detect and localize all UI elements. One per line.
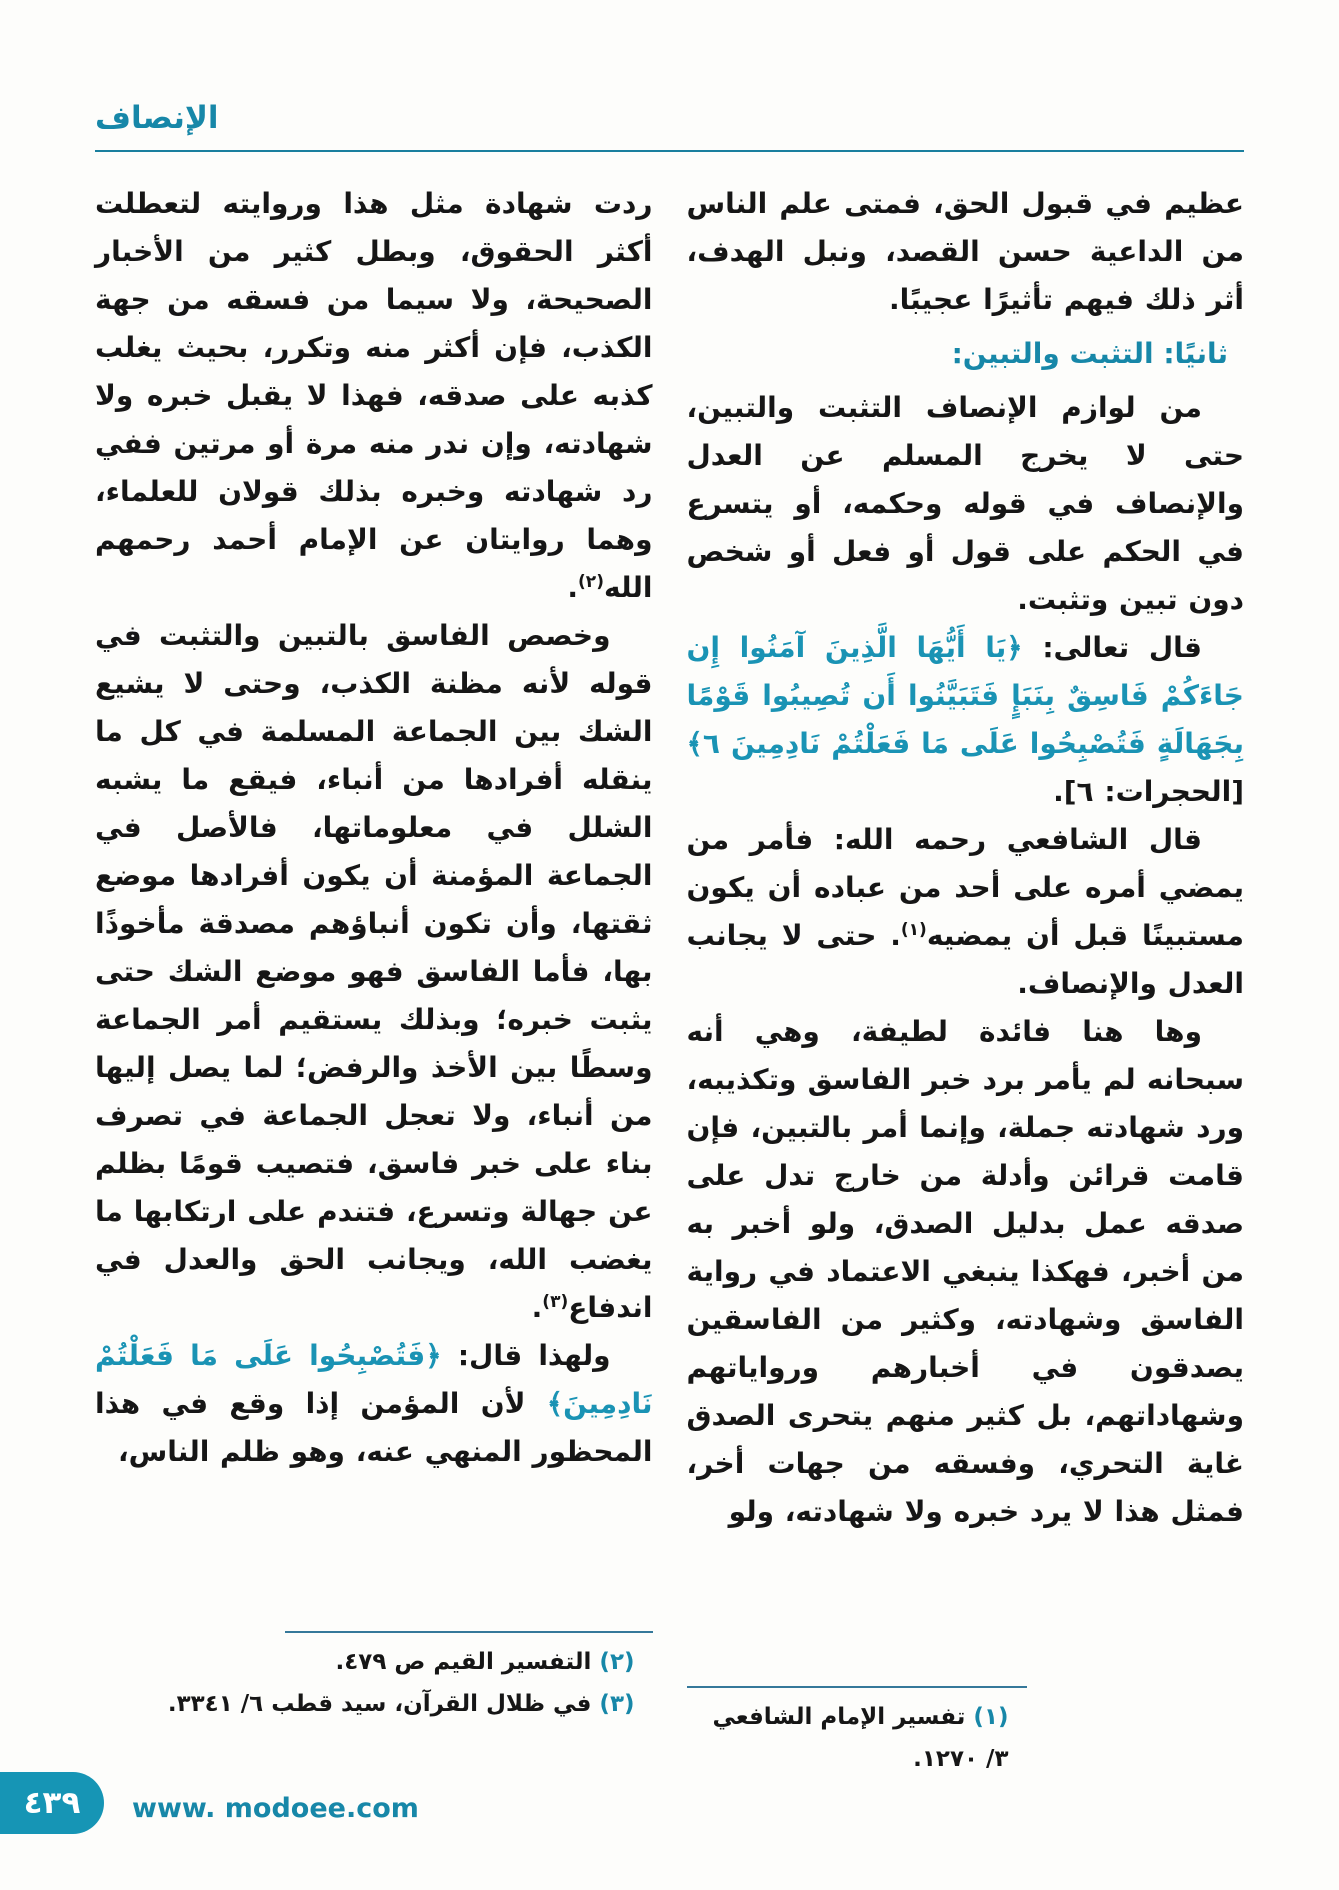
verse-reference: [الحجرات: ٦]. (1053, 775, 1244, 808)
header-divider (95, 150, 1244, 152)
footnote-1-text: تفسير الإمام الشافعي ٣/ ١٢٧٠. (712, 1704, 1009, 1772)
lihadha-tail: لأن المؤمن إذا وقع في هذا المحظور المنهي عنه، وهو ظلم الناس، (95, 1387, 653, 1468)
ruddat-text: ردت شهادة مثل هذا وروايته لتعطلت أكثر الحقوق، وبطل كثير من الأخبار الصحيحة، ولا سيما من فسقه من جهة الكذب، فإن أكثر منه وتكرر، بحيث يغلب كذبه على صدقه، فهذا لا يقبل خبره ولا شهادته، وإن ندر منه مرة أو مرتين ففي رد شهادته وخبره بذلك قولان للعلماء، وهما روايتان عن الإمام أحمد رحمهم الله (95, 187, 653, 604)
footnote-1 (687, 1696, 1027, 1780)
page-header (95, 98, 1244, 152)
verse-lead-text: قال تعالى: (1022, 631, 1202, 664)
footnote-3-number: (٣) (599, 1691, 635, 1717)
footnote-2-number: (٢) (599, 1649, 635, 1675)
footnotes-left-column (95, 1631, 653, 1725)
paragraph-ruddat (95, 180, 653, 612)
footnote-ref-1: (١) (900, 920, 927, 940)
ruddat-text-tail: . (567, 571, 579, 604)
text-columns (95, 180, 1244, 1780)
paragraph-quran-verse (687, 624, 1245, 816)
right-column (687, 180, 1245, 1780)
paragraph-faida: وها هنا فائدة لطيفة، وهي أنه سبحانه لم يأمر برد خبر الفاسق وتكذيبه، ورد شهادته جملة، وإنما أمر بالتبين، فإن قامت قرائن وأدلة من خارج تدل على صدقه عمل بدليل الصدق، ولو أخبر به من أخبر، فهكذا ينبغي الاعتماد في رواية الفاسق وشهادته، وكثير من الفاسقين يصدقون في أخبارهم ورواياتهم وشهاداتهم، بل كثير منهم يتحرى الصدق غاية التحري، وفسقه من جهات أخر، فمثل هذا لا يرد خبره ولا شهادته، ولو (686, 1015, 1244, 1528)
website-text: www. modoee.com (132, 1793, 419, 1824)
footnote-ref-3: (٣) (542, 1292, 569, 1312)
paragraph-lihadha (95, 1332, 653, 1476)
footnote-divider (687, 1686, 1027, 1688)
page-number-badge (0, 1772, 104, 1834)
khassasa-text-tail: . (531, 1291, 543, 1324)
paragraph-shafii-quote (687, 816, 1245, 1008)
paragraph-continuation: عظيم في قبول الحق، فمتى علم الناس من الداعية حسن القصد، ونبل الهدف، أثر ذلك فيهم تأثيرًا عجيبًا. (686, 187, 1244, 316)
quran-verse-text: ﴿يَا أَيُّهَا الَّذِينَ آمَنُوا إِن جَاءَكُمْ فَاسِقٌ بِنَبَإٍ فَتَبَيَّنُوا أَن تُصِيبُوا قَوْمًا بِجَهَالَةٍ فَتُصْبِحُوا عَلَى مَا فَعَلْتُمْ نَادِمِينَ ٦﴾ (686, 631, 1244, 760)
footnote-ref-2: (٢) (578, 572, 604, 592)
running-head-title: الإنصاف (95, 100, 219, 136)
left-column (95, 180, 653, 1725)
paragraph-khassasa (95, 612, 653, 1332)
footnote-1-number: (١) (973, 1704, 1009, 1730)
footnote-2-text: التفسير القيم ص ٤٧٩. (335, 1649, 592, 1675)
footnote-divider (285, 1631, 653, 1633)
shafii-text-tail: . حتى لا يجانب العدل والإنصاف. (686, 919, 1244, 1000)
page-number: ٤٣٩ (23, 1785, 81, 1821)
khassasa-text: وخصص الفاسق بالتبين والتثبت في قوله لأنه مظنة الكذب، وحتى لا يشيع الشك بين الجماعة المسلمة في كل ما ينقله أفرادها من أنباء، فيقع ما يشبه الشلل في معلوماتها، فالأصل في الجماعة المؤمنة أن يكون أفرادها موضع ثقتها، وأن تكون أنباؤهم مصدقة مأخوذًا بها، فأما الفاسق فهو موضع الشك حتى يثبت خبره؛ وبذلك يستقيم أمر الجماعة وسطًا بين الأخذ والرفض؛ لما يصل إليها من أنباء، ولا تعجل الجماعة في تصرف بناء على خبر فاسق، فتصيب قومًا بظلم عن جهالة وتسرع، فتندم على ارتكابها ما يغضب الله، ويجانب الحق والعدل في اندفاع (95, 619, 653, 1324)
footnote-2 (95, 1641, 653, 1683)
footnotes-right-column (687, 1686, 1027, 1780)
quran-excerpt-text: ﴿فَتُصْبِحُوا عَلَى مَا فَعَلْتُمْ نَادِمِينَ﴾ (95, 1339, 653, 1420)
paragraph-lawazim: من لوازم الإنصاف التثبت والتبين، حتى لا يخرج المسلم عن العدل والإنصاف في قوله وحكمه، أو يتسرع في الحكم على قول أو فعل أو شخص دون تبين وتثبت. (686, 391, 1244, 616)
lihadha-lead: ولهذا قال: (441, 1339, 611, 1372)
footnote-3 (95, 1683, 653, 1725)
shafii-text: قال الشافعي رحمه الله: فأمر من يمضي أمره على أحد من عباده أن يكون مستبينًا قبل أن يمضيه (686, 823, 1245, 952)
footnote-3-text: في ظلال القرآن، سيد قطب ٦/ ٣٣٤١. (167, 1691, 592, 1717)
section-heading-tathabbut: ثانيًا: التثبت والتبين: (951, 337, 1228, 370)
